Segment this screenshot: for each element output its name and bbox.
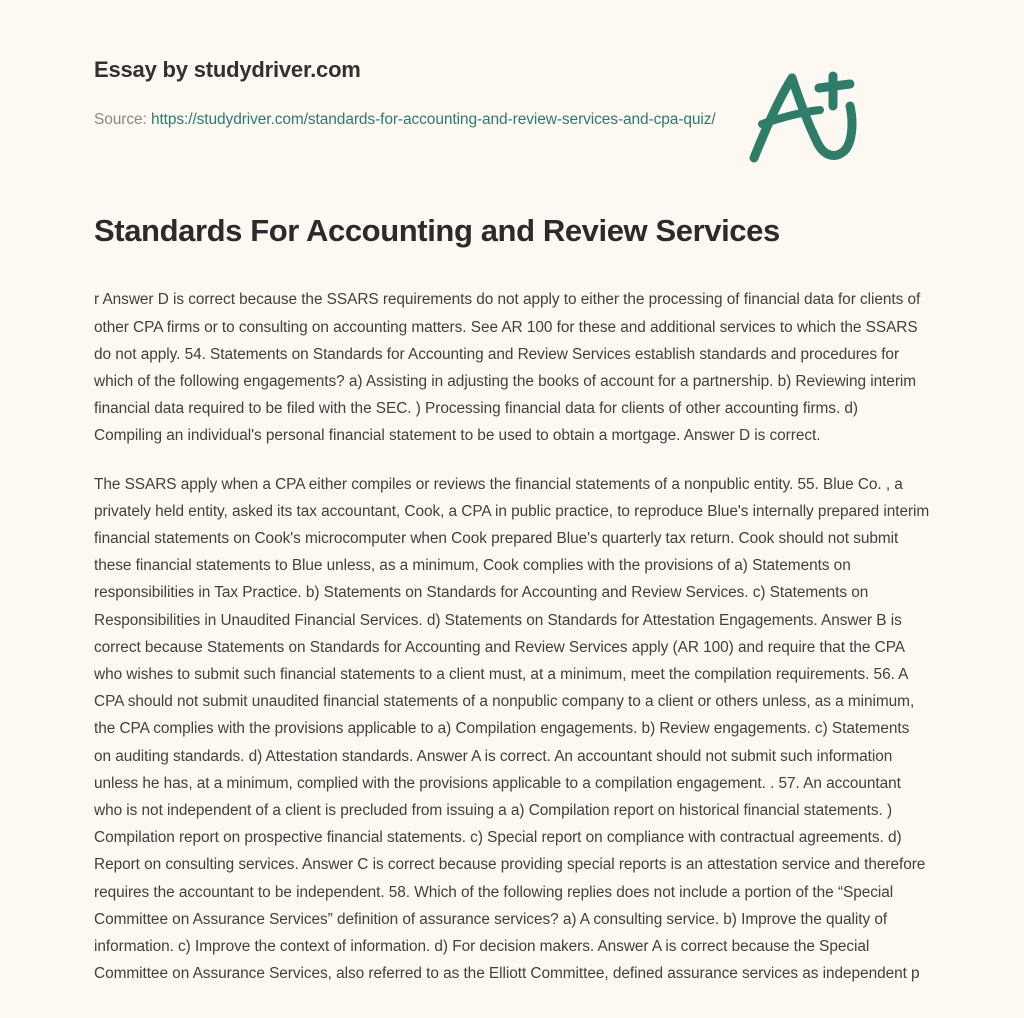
- a-plus-logo-icon: [740, 62, 870, 172]
- essay-paragraph: The SSARS apply when a CPA either compiles or reviews the financial statements of a nonpublic entity. 55. Blue Co. , a privately held entity, asked its tax accountant, Cook, a CPA in public practice, to reproduce Blue's internally prepared interim financial statements on Cook's microcomputer when Cook prepared Blue's quarterly tax return. Cook should not submit these financial statements to Blue unless, as a minimum, Cook complies with the provisions of a) Statements on responsibilities in Tax Practice. b) Statements on Standards for Accounting and Review Services. c) Statements on Responsibilities in Unaudited Financial Services. d) Statements on Standards for Attestation Engagements. Answer B is correct because Statements on Standards for Accounting and Review Services apply (AR 100) and require that the CPA who wishes to submit such financial statements to a client must, at a minimum, meet the compilation requirements. 56. A CPA should not submit unaudited financial statements of a nonpublic company to a client or others unless, as a minimum, the CPA complies with the provisions applicable to a) Compilation engagements. b) Review engagements. c) Statements on auditing standards. d) Attestation standards. Answer A is correct. An accountant should not submit such information unless he has, at a minimum, complied with the provisions applicable to a compilation engagement. . 57. An accountant who is not independent of a client is precluded from issuing a a) Compilation report on historical financial statements. ) Compilation report on prospective financial statements. c) Special report on compliance with contractual agreements. d) Report on consulting services. Answer C is correct because providing special reports is an attestation service and therefore requires the accountant to be independent. 58. Which of the following replies does not include a portion of the “Special Committee on Assurance Services” definition of assurance services? a) A consulting service. b) Improve the quality of information. c) Improve the context of information. d) For decision makers. Answer A is correct because the Special Committee on Assurance Services, also referred to as the Elliott Committee, defined assurance services as independent p: [94, 475, 930, 983]
- a-plus-logo: [740, 62, 870, 172]
- source-label: Source:: [94, 110, 151, 128]
- page-header: [94, 0, 930, 132]
- source-line: [94, 107, 764, 132]
- page-title: Standards For Accounting and Review Services: [94, 212, 780, 248]
- essay-body: [94, 250, 930, 987]
- brand-title: Essay by studydriver.com: [94, 57, 361, 82]
- essay-paragraph: r Answer D is correct because the SSARS requirements do not apply to either the processing of financial data for clients of other CPA firms or to consulting on accounting matters. See AR 100 for these and additional services to which the SSARS do not apply. 54. Statements on Standards for Accounting and Review Services establish standards and procedures for which of the following engagements? a) Assisting in adjusting the books of account for a partnership. b) Reviewing interim financial data required to be filed with the SEC. ) Processing financial data for clients of other accounting firms. d) Compiling an individual's personal financial statement to be used to obtain a mortgage. Answer D is correct.: [94, 291, 921, 445]
- source-url-link[interactable]: https://studydriver.com/standards-for-accounting-and-review-services-and-cpa-quiz/: [150, 110, 716, 128]
